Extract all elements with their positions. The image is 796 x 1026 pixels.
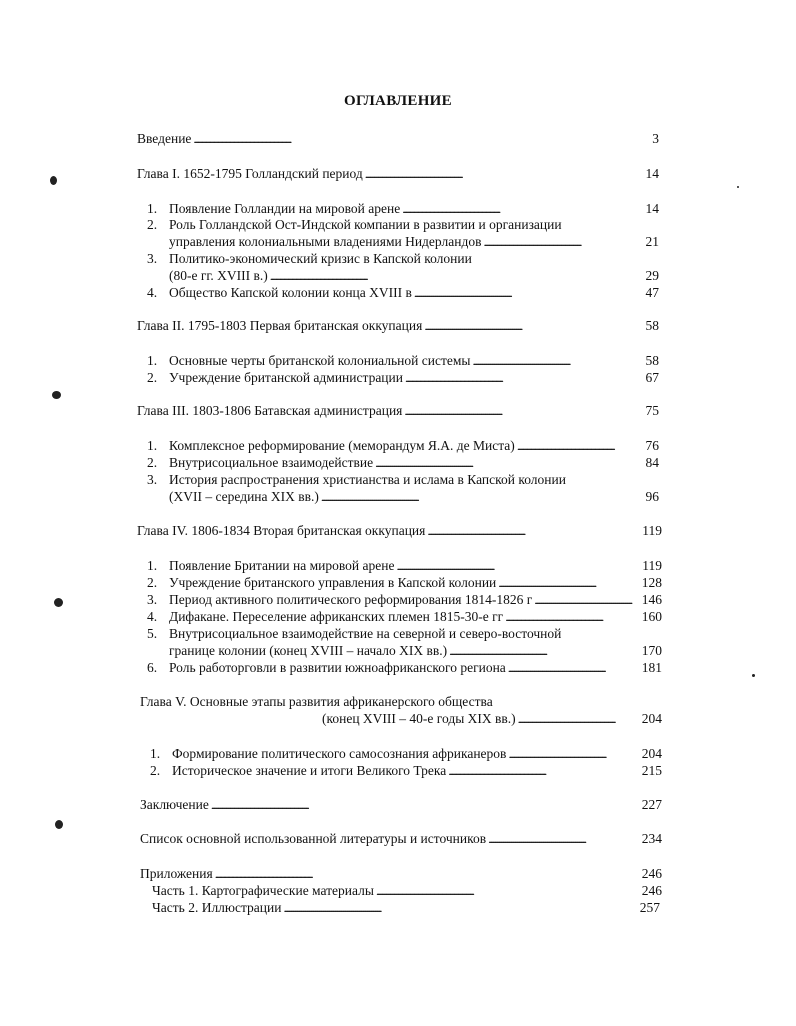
toc-entry-2-2[interactable] [147,370,659,386]
toc-entry-3-1[interactable] [147,438,659,454]
entry-page: 128 [641,575,662,590]
dot-leader [193,131,633,147]
entry-label: Глава II. 1795-1803 Первая британская оккупация [137,318,423,333]
toc-entry-4-1[interactable] [147,558,662,574]
toc-entry-literature[interactable] [140,831,662,847]
entry-page: 227 [641,797,662,812]
entry-page: 257 [639,900,660,915]
dot-leader [488,831,636,847]
toc-entry-chapter-1[interactable] [137,166,659,182]
toc-entry-4-2[interactable] [147,575,662,591]
dot-leader [376,883,636,899]
entry-number: 1. [147,558,158,573]
entry-page: 47 [645,285,659,300]
entry-label: Дифакане. Переселение африканских племен 1815-30-е гг [169,609,504,624]
entry-label: Глава V. Основные этапы развития африканерского общества [140,694,493,709]
entry-label: Внутрисоциальное взаимодействие [169,455,374,470]
entry-page: 67 [645,370,659,385]
entry-label: Политико-экономический кризис в Капской колонии [169,251,472,266]
dot-leader [424,318,633,334]
dot-leader [518,711,636,727]
toc-entry-1-2[interactable] [169,234,659,250]
dot-leader [404,403,633,419]
dot-leader [472,353,633,369]
entry-number: 1. [150,746,161,761]
entry-label: (XVII – середина XIX вв.) [169,489,319,504]
entry-label: Формирование политического самосознания африканеров [172,746,507,761]
entry-page: 146 [641,592,662,607]
toc-entry-3-2[interactable] [147,455,659,471]
dot-leader [448,763,636,779]
dot-leader [534,592,636,608]
entry-label: Список основной использованной литературы и источников [140,831,487,846]
entry-number: 4. [147,609,158,624]
scan-speck [752,674,755,677]
toc-entry-chapter-4[interactable] [137,523,662,539]
entry-label: (конец XVIII – 40-е годы XIX вв.) [322,711,516,726]
entry-page: 215 [641,763,662,778]
entry-label: Появление Британии на мировой арене [169,558,395,573]
entry-number: 5. [147,626,158,641]
entry-number: 2. [147,217,158,232]
entry-page: 58 [645,318,659,333]
entry-page: 75 [645,403,659,418]
dot-leader [375,455,633,471]
toc-entry-conclusion[interactable] [140,797,662,813]
entry-page: 3 [652,131,659,146]
entry-number: 1. [147,353,158,368]
toc-entry-1-4[interactable] [147,285,659,301]
entry-label: Глава I. 1652-1795 Голландский период [137,166,363,181]
toc-entry-1-1[interactable] [147,201,659,217]
dot-leader [483,234,633,250]
entry-number: 3. [147,592,158,607]
entry-number: 3. [147,472,158,487]
toc-entry-3-3-line1[interactable] [147,472,566,488]
entry-label: Часть 1. Картографические материалы [152,883,374,898]
toc-entry-1-3-line1[interactable] [147,251,472,267]
toc-title: ОГЛАВЛЕНИЕ [344,93,452,109]
toc-entry-4-6[interactable] [147,660,662,676]
dot-leader [505,609,636,625]
entry-page: 119 [642,523,662,538]
dot-leader [270,268,633,284]
entry-label: Роль Голландской Ост-Индской компании в развитии и организации [169,217,562,232]
entry-number: 1. [147,438,158,453]
dot-leader [405,370,633,386]
entry-label: Заключение [140,797,209,812]
toc-entry-5-2[interactable] [150,763,662,779]
scan-speck [55,820,63,829]
entry-number: 3. [147,251,158,266]
toc-entry-chapter-3[interactable] [137,403,659,419]
entry-page: 246 [641,866,662,881]
toc-entry-chapter-2[interactable] [137,318,659,334]
dot-leader [508,660,636,676]
entry-number: 2. [150,763,161,778]
entry-label: Общество Капской колонии конца XVIII в [169,285,412,300]
dot-leader [396,558,636,574]
entry-label: Глава III. 1803-1806 Батавская администрация [137,403,403,418]
entry-label: Учреждение британского управления в Капской колонии [169,575,497,590]
entry-page: 76 [645,438,659,453]
scan-speck [737,186,739,188]
entry-number: 2. [147,370,158,385]
entry-number: 6. [147,660,158,675]
dot-leader [283,900,634,916]
entry-label: Учреждение британской администрации [169,370,403,385]
entry-page: 14 [645,201,659,216]
entry-page: 204 [641,711,662,726]
toc-entry-4-3[interactable] [147,592,662,608]
dot-leader [321,489,633,505]
entry-label: Основные черты британской колониальной системы [169,353,471,368]
toc-entry-5-1[interactable] [150,746,662,762]
entry-label: Историческое значение и итоги Великого Трека [172,763,447,778]
dot-leader [365,166,633,182]
entry-label: Комплексное реформирование (меморандум Я.А. де Миста) [169,438,515,453]
entry-page: 96 [645,489,659,504]
entry-label: Приложения [140,866,213,881]
dot-leader [449,643,636,659]
toc-entry-appendix-part-1[interactable] [152,883,662,899]
toc-entry-4-4[interactable] [147,609,662,625]
entry-label: Период активного политического реформирования 1814-1826 г [169,592,533,607]
entry-number: 2. [147,575,158,590]
dot-leader [414,285,633,301]
entry-page: 204 [641,746,662,761]
dot-leader [427,523,636,539]
entry-label: границе колонии (конец XVIII – начало XIX вв.) [169,643,448,658]
dot-leader [498,575,636,591]
entry-page: 84 [645,455,659,470]
entry-number: 1. [147,201,158,216]
toc-entry-1-2-line1[interactable] [147,217,562,233]
entry-page: 119 [642,558,662,573]
toc-entry-chapter-5[interactable] [322,711,662,727]
entry-label: Введение [137,131,192,146]
toc-entry-4-5-line1[interactable] [147,626,561,642]
entry-label: (80-е гг. XVIII в.) [169,268,268,283]
entry-page: 170 [641,643,662,658]
entry-number: 4. [147,285,158,300]
dot-leader [517,438,633,454]
scan-speck [50,176,57,185]
scan-speck [52,391,61,399]
entry-number: 2. [147,455,158,470]
entry-label: управления колониальными владениями Нидерландов [169,234,482,249]
entry-label: История распространения христианства и ислама в Капской колонии [169,472,566,487]
entry-page: 21 [645,234,659,249]
entry-page: 234 [641,831,662,846]
toc-entry-chapter-5-line1[interactable] [140,694,493,710]
entry-label: Появление Голландии на мировой арене [169,201,401,216]
entry-page: 181 [641,660,662,675]
entry-page: 29 [645,268,659,283]
entry-label: Роль работорговли в развитии южноафриканского региона [169,660,506,675]
toc-entry-3-3[interactable] [169,489,659,505]
entry-page: 160 [641,609,662,624]
toc-entry-intro[interactable] [137,131,659,147]
scan-speck [54,598,63,607]
dot-leader [508,746,636,762]
dot-leader [215,866,636,882]
toc-entry-1-3[interactable] [169,268,659,284]
entry-label: Внутрисоциальное взаимодействие на северной и северо-восточной [169,626,562,641]
dot-leader [402,201,633,217]
toc-entry-2-1[interactable] [147,353,659,369]
toc-entry-appendix-part-2[interactable] [152,900,660,916]
entry-label: Часть 2. Иллюстрации [152,900,282,915]
toc-entry-appendix[interactable] [140,866,662,882]
toc-entry-4-5[interactable] [169,643,662,659]
entry-page: 14 [645,166,659,181]
dot-leader [211,797,636,813]
entry-page: 246 [641,883,662,898]
entry-label: Глава IV. 1806-1834 Вторая британская оккупация [137,523,426,538]
entry-page: 58 [645,353,659,368]
